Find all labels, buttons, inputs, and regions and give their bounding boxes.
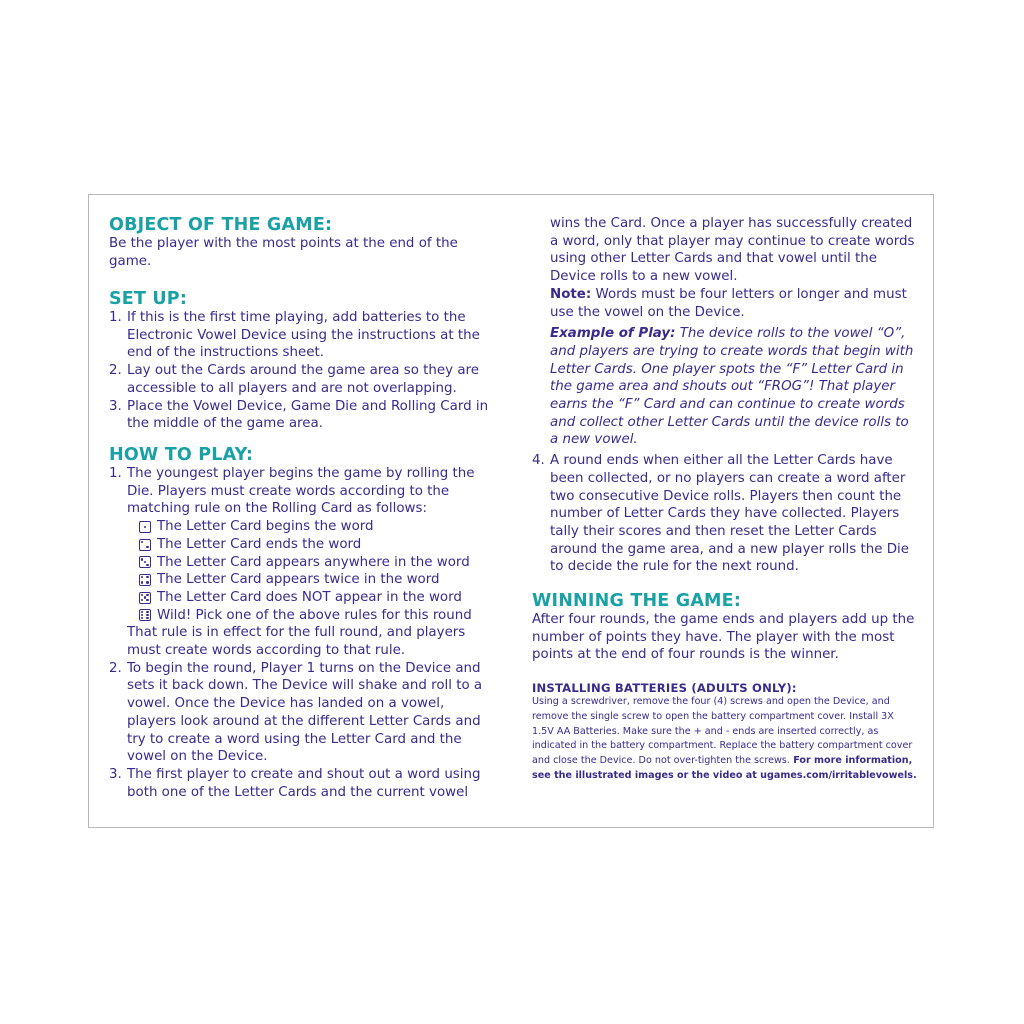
die-two-icon	[139, 539, 151, 551]
dice-rule-6: Wild! Pick one of the above rules for this round	[139, 607, 489, 625]
winning-text: After four rounds, the game ends and players add up the number of points they have. The player with the most points at the end of four rounds is the winner.	[532, 612, 915, 663]
die-three-icon	[139, 556, 151, 568]
howto-step-1-after: That rule is in effect for the full round, and players must create words according to that rule.	[127, 625, 466, 659]
die-four-icon	[139, 574, 151, 586]
dice-rule-2: The Letter Card ends the word	[139, 536, 489, 554]
howto-step-3-continued: wins the Card. Once a player has successfully created a word, only that player may continue to create words using other Letter Cards and that vowel until the Device rolls to a new vowel.	[550, 216, 915, 285]
note-paragraph: Note: Words must be four letters or longer and must use the vowel on the Device.	[550, 286, 907, 320]
setup-step-3: 3. Place the Vowel Device, Game Die and Rolling Card in the middle of the game area.	[109, 398, 489, 432]
note-label: Note:	[550, 286, 592, 302]
die-six-icon	[139, 609, 151, 621]
setup-steps	[109, 309, 489, 433]
howto-step-1: 1. The youngest player begins the game by rolling the Die. Players must create words according to the matching rule on the Rolling Card as follows: The Letter Card begins the word The Letter Card ends the word The Letter Card appears anywhere in the word The Letter Card appears twice in the word The Letter Card does NOT appear in the word Wild! Pick one of the above rules for this round That rule is in effect for the full round, and players must create words according to that rule.	[109, 465, 489, 660]
howto-steps	[109, 465, 489, 801]
die-five-icon	[139, 592, 151, 604]
die-one-icon	[139, 521, 151, 533]
howto-step-4: 4. A round ends when either all the Letter Cards have been collected, or no players can create a word after two consecutive Device rolls. Players then count the number of Letter Cards they have collected. Players tally their scores and then reset the Letter Cards around the game area, and a new player rolls the Die to decide the rule for the next round.	[532, 453, 909, 575]
object-heading: OBJECT OF THE GAME:	[109, 215, 333, 235]
batteries-more-info: For more information, see the illustrated images or the video at ugames.com/irritablevowels.	[532, 755, 917, 781]
howto-heading: HOW TO PLAY:	[109, 445, 254, 465]
dice-rule-5: The Letter Card does NOT appear in the word	[139, 589, 489, 607]
dice-rule-1: The Letter Card begins the word	[139, 518, 489, 536]
howto-step-2: 2. To begin the round, Player 1 turns on the Device and sets it back down. The Device will shake and roll to a vowel. Once the Device has landed on a vowel, players look around at the different Letter Cards and try to create a word using the Letter Card and the vowel on the Device.	[109, 660, 483, 765]
batteries-text: Using a screwdriver, remove the four (4) screws and open the Device, and remove the single screw to open the battery compartment cover. Install 3X 1.5V AA Batteries. Make sure the + and - ends are inserted correctly, as indicated in the battery compartment. Replace the battery compartment cover and close the Device. Do not over-tighten the screws. For more information, see the illustrated images or the video at ugames.com/irritablevowels.	[532, 696, 917, 781]
dice-rule-4: The Letter Card appears twice in the word	[139, 571, 489, 589]
dice-rules	[127, 518, 489, 624]
instruction-card	[88, 194, 934, 828]
batteries-heading: INSTALLING BATTERIES (ADULTS ONLY):	[532, 681, 797, 695]
howto-steps-continued	[532, 452, 912, 576]
setup-step-1: 1. If this is the first time playing, add batteries to the Electronic Vowel Device using the instructions at the end of the instructions sheet.	[109, 310, 480, 361]
winning-heading: WINNING THE GAME:	[532, 591, 742, 611]
example-paragraph: Example of Play: The device rolls to the vowel “O”, and players are trying to create words that begin with Letter Cards. One player spots the “F” Letter Card in the game area and shouts out “FROG”! That player earns the “F” Card and can continue to create words and collect other Letter Cards until the device rolls to a new vowel.	[550, 326, 914, 448]
setup-step-2: 2. Lay out the Cards around the game area so they are accessible to all players and are not overlapping.	[109, 363, 479, 396]
example-label: Example of Play:	[550, 326, 676, 342]
howto-step-3: 3. The first player to create and shout out a word using both one of the Letter Cards and the current vowel	[109, 766, 481, 800]
object-text: Be the player with the most points at the end of the game.	[109, 236, 458, 269]
dice-rule-3: The Letter Card appears anywhere in the word	[139, 554, 489, 572]
setup-heading: SET UP:	[109, 289, 188, 309]
